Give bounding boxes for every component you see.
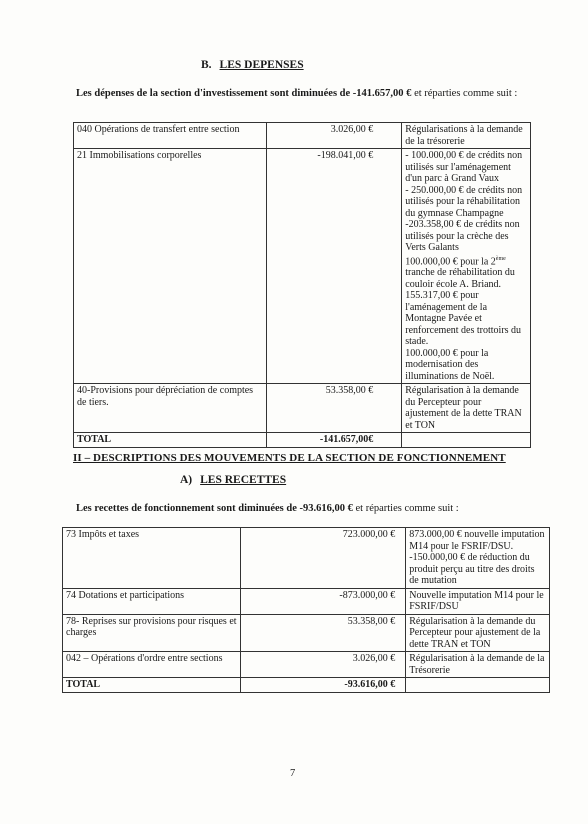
- page-number: 7: [290, 768, 296, 779]
- row-label: 73 Impôts et taxes: [63, 528, 241, 589]
- depenses-intro-bold: Les dépenses de la section d'investissement sont diminuées de -141.657,00 €: [76, 88, 412, 99]
- row-note-part: tranche de réhabilitation du couloir école A. Briand.: [405, 267, 515, 290]
- depenses-intro-rest: et réparties comme suit :: [411, 88, 518, 99]
- table-row: [74, 149, 531, 384]
- row-note: Régularisations à la demande de la trésorerie: [402, 123, 531, 149]
- section-ii-title: II – DESCRIPTIONS DES MOUVEMENTS DE LA SECTION DE FONCTIONNEMENT: [73, 452, 506, 464]
- row-note: Nouvelle imputation M14 pour le FSRIF/DSU: [406, 588, 550, 614]
- row-note: Régularisation à la demande du Percepteur pour ajustement de la dette TRAN et TON: [402, 384, 531, 433]
- row-amount: 3.026,00 €: [267, 123, 402, 149]
- row-label: 74 Dotations et participations: [63, 588, 241, 614]
- row-amount: 53.358,00 €: [267, 384, 402, 433]
- row-note: - 250.000,00 € de crédits non utilisés pour la réhabilitation du gymnase Champagne: [405, 184, 523, 219]
- section-a-title: LES RECETTES: [200, 474, 287, 486]
- table-row: [63, 652, 550, 678]
- table-row: [63, 588, 550, 614]
- table-row: [74, 384, 531, 433]
- section-a-heading: [180, 474, 286, 486]
- depenses-table: [73, 122, 531, 448]
- total-row: [74, 433, 531, 448]
- total-empty: [402, 433, 531, 448]
- total-empty: [406, 678, 550, 693]
- row-label: 40-Provisions pour dépréciation de comptes de tiers.: [74, 384, 267, 433]
- row-amount: -198.041,00 €: [267, 149, 402, 384]
- total-amount: -141.657,00€: [267, 433, 402, 448]
- row-label: 21 Immobilisations corporelles: [74, 149, 267, 384]
- table-row: [63, 614, 550, 652]
- recettes-intro: [76, 502, 526, 515]
- row-notes: [406, 528, 550, 589]
- row-note: 155.317,00 € pour l'aménagement de la Montagne Pavée et renforcement des trottoirs du stade.: [405, 290, 522, 348]
- row-amount: 723.000,00 €: [240, 528, 406, 589]
- row-note: [405, 254, 527, 291]
- section-b-title: LES DEPENSES: [219, 59, 304, 71]
- depenses-intro: [76, 87, 526, 100]
- section-a-letter: A): [180, 474, 193, 486]
- total-label: TOTAL: [74, 433, 267, 448]
- recettes-table: [62, 527, 550, 693]
- row-amount: 3.026,00 €: [240, 652, 406, 678]
- total-amount: -93.616,00 €: [240, 678, 406, 693]
- row-note: - 100.000,00 € de crédits non utilisés sur l'aménagement d'un parc à Grand Vaux: [405, 150, 523, 184]
- row-notes: [402, 149, 531, 384]
- row-note: Régularisation à la demande du Percepteur pour ajustement de la dette TRAN et TON: [406, 614, 550, 652]
- recettes-intro-bold: Les recettes de fonctionnement sont diminuées de -93.616,00 €: [76, 503, 353, 514]
- row-amount: 53.358,00 €: [240, 614, 406, 652]
- row-note-part: 100.000,00 € pour la 2: [405, 255, 496, 267]
- row-note: -150.000,00 € de réduction du produit perçu au titre des droits de mutation: [409, 552, 535, 586]
- row-note: Régularisation à la demande de la Trésorerie: [406, 652, 550, 678]
- recettes-intro-rest: et réparties comme suit :: [352, 503, 459, 514]
- row-label: 040 Opérations de transfert entre section: [74, 123, 267, 149]
- row-amount: -873.000,00 €: [240, 588, 406, 614]
- total-row: [63, 678, 550, 693]
- row-note: 100.000,00 € pour la modernisation des illuminations de Noël.: [405, 347, 495, 382]
- row-note: -203.358,00 € de crédits non utilisés pour la crèche des Verts Galants: [405, 219, 520, 253]
- row-label: 78- Reprises sur provisions pour risques et charges: [63, 614, 241, 652]
- row-note-sup: ème: [495, 255, 506, 262]
- table-row: [74, 123, 531, 149]
- row-note: 873.000,00 € nouvelle imputation M14 pour le FSRIF/DSU.: [409, 529, 545, 552]
- section-b-letter: B.: [201, 59, 212, 71]
- total-label: TOTAL: [63, 678, 241, 693]
- row-label: 042 – Opérations d'ordre entre sections: [63, 652, 241, 678]
- table-row: [63, 528, 550, 589]
- section-b-heading: [201, 59, 304, 71]
